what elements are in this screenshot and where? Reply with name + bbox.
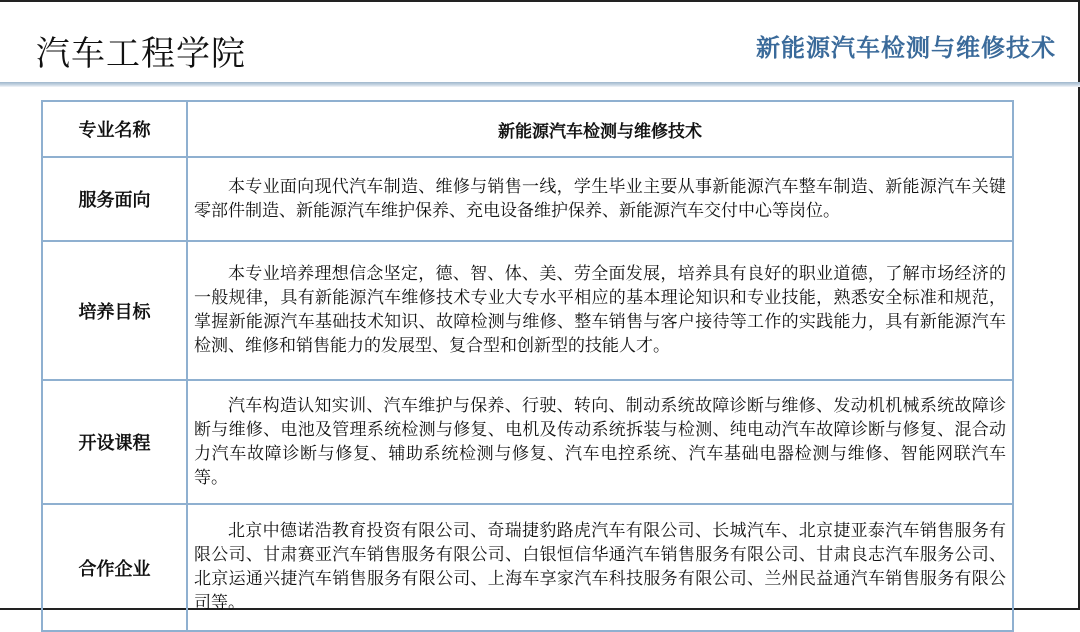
table-row-service	[42, 157, 1013, 241]
label-service: 服务面向	[42, 157, 187, 241]
text-goals: 本专业培养理想信念坚定，德、智、体、美、劳全面发展，培养具有良好的职业道德，了解市场经济的一般规律，具有新能源汽车维修技术专业大专水平相应的基本理论知识和专业技能，熟悉安全标准和规范，掌握新能源汽车基础技术知识、故障检测与维修、整车销售与客户接待等工作的实践能力，具有新能源汽车检测、维修和销售能力的发展型、复合型和创新型的技能人才。	[187, 241, 1013, 380]
table-row-goals	[42, 241, 1013, 380]
value-major-name: 新能源汽车检测与维修技术	[187, 101, 1013, 157]
table-row-major-name	[42, 101, 1013, 157]
label-partners: 合作企业	[42, 504, 187, 631]
text-service: 本专业面向现代汽车制造、维修与销售一线，学生毕业主要从事新能源汽车整车制造、新能源汽车关键零部件制造、新能源汽车维护保养、充电设备维护保养、新能源汽车交付中心等岗位。	[187, 157, 1013, 241]
text-partners: 北京中德诺浩教育投资有限公司、奇瑞捷豹路虎汽车有限公司、长城汽车、北京捷亚泰汽车销售服务有限公司、甘肃赛亚汽车销售服务有限公司、白银恒信华通汽车销售服务有限公司、甘肃良志汽车服务公司、北京运通兴捷汽车销售服务有限公司、上海车享家汽车科技服务有限公司、兰州民益通汽车销售服务有限公司等。	[187, 504, 1013, 631]
label-major-name: 专业名称	[42, 101, 187, 157]
table-row-courses	[42, 380, 1013, 504]
major-title: 新能源汽车检测与维修技术	[756, 34, 1056, 62]
text-courses: 汽车构造认知实训、汽车维护与保养、行驶、转向、制动系统故障诊断与维修、发动机机械系统故障诊断与维修、电池及管理系统检测与修复、电机及传动系统拆装与检测、纯电动汽车故障诊断与修复、混合动力汽车故障诊断与修复、辅助系统检测与修复、汽车电控系统、汽车基础电器检测与维修、智能网联汽车等。	[187, 380, 1013, 504]
table-row-partners	[42, 504, 1013, 631]
header-divider	[0, 82, 1080, 87]
major-info-table	[41, 100, 1014, 632]
page-header	[0, 0, 1080, 84]
school-name: 汽车工程学院	[36, 34, 246, 74]
label-courses: 开设课程	[42, 380, 187, 504]
label-goals: 培养目标	[42, 241, 187, 380]
